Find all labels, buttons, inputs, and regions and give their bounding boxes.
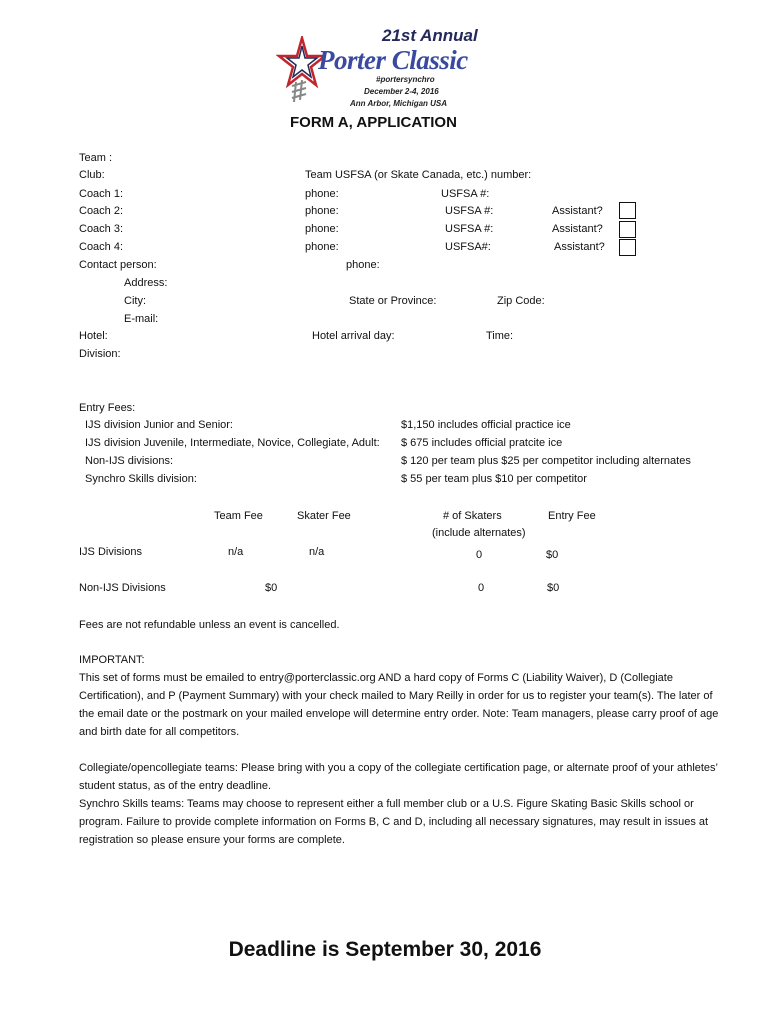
coach4-assistant-checkbox[interactable] <box>619 239 636 256</box>
fee-row-amount: $ 55 per team plus $10 per competitor <box>401 473 587 485</box>
team-usfsa-label: Team USFSA (or Skate Canada, etc.) number: <box>305 169 532 181</box>
coach2-assistant-checkbox[interactable] <box>619 202 636 219</box>
fee-row-amount: $1,150 includes official practice ice <box>401 419 571 431</box>
coach2-assistant-label: Assistant? <box>552 205 603 217</box>
skater-fee-header: Skater Fee <box>297 510 351 522</box>
coach4-usfsa-label: USFSA#: <box>445 241 491 253</box>
table-row-team-fee: n/a <box>228 546 244 558</box>
address-label: Address: <box>124 277 168 289</box>
event-logo <box>276 26 496 112</box>
entry-fees-heading: Entry Fees: <box>79 402 136 414</box>
logo-hashtag: #portersynchro <box>376 75 435 84</box>
fee-row-amount: $ 120 per team plus $25 per competitor including alternates <box>401 455 691 467</box>
coach4-label: Coach 4: <box>79 241 124 253</box>
fee-row-label: IJS division Juvenile, Intermediate, Novice, Collegiate, Adult: <box>85 437 380 449</box>
table-row-team-fee: $0 <box>265 582 278 594</box>
fee-row-label: IJS division Junior and Senior: <box>85 419 233 431</box>
important-text: This set of forms must be emailed to entry@porterclassic.org AND a hard copy of Forms C (Liability Waiver), D (Collegiate Certification), and P (Payment Summary) with your check mailed to Mary Reilly in order for us to register your team(s). The later of the email date or the postmark on your mailed envelope will determine entry order. Note: Team managers, please carry proof of age and birth date for all competitors. <box>79 672 719 738</box>
email-label: E-mail: <box>124 313 159 325</box>
coach2-label: Coach 2: <box>79 205 124 217</box>
table-row-entry-fee: $0 <box>546 549 559 561</box>
table-row-entry-fee: $0 <box>547 582 560 594</box>
coach4-assistant-label: Assistant? <box>554 241 605 253</box>
refund-note: Fees are not refundable unless an event is cancelled. <box>79 619 340 631</box>
collegiate-text: Collegiate/opencollegiate teams: Please bring with you a copy of the collegiate certification page, or alternate proof of your athletes’ student status, as of the entry deadline. <box>79 762 718 792</box>
entry-fee-header: Entry Fee <box>548 510 596 522</box>
logo-annual: 21st Annual <box>382 26 478 45</box>
fee-row-amount: $ 675 includes official pratcite ice <box>401 437 563 449</box>
coach3-label: Coach 3: <box>79 223 124 235</box>
form-title: FORM A, APPLICATION <box>290 114 457 131</box>
table-row-label: Non-IJS Divisions <box>79 582 166 594</box>
coach3-usfsa-label: USFSA #: <box>445 223 494 235</box>
coach1-label: Coach 1: <box>79 188 124 200</box>
num-skaters-subheader: (include alternates) <box>432 527 526 539</box>
coach2-usfsa-label: USFSA #: <box>445 205 494 217</box>
coach3-assistant-checkbox[interactable] <box>619 221 636 238</box>
city-label: City: <box>124 295 146 307</box>
time-label: Time: <box>486 330 514 342</box>
hotel-arrival-label: Hotel arrival day: <box>312 330 395 342</box>
table-row-skaters: 0 <box>478 582 485 594</box>
contact-person-label: Contact person: <box>79 259 157 271</box>
logo-name: Porter Classic <box>318 45 468 75</box>
state-label: State or Province: <box>349 295 437 307</box>
synchro-skills-text: Synchro Skills teams: Teams may choose to represent either a full member club or a U.S. Figure Skating Basic Skills school or program. Failure to provide complete information on Forms B, C and D, including all necessary signatures, may result in issues at registration so please ensure your forms are complete. <box>79 798 709 846</box>
zip-label: Zip Code: <box>497 295 545 307</box>
hotel-label: Hotel: <box>79 330 108 342</box>
club-label: Club: <box>79 169 105 181</box>
team-label: Team : <box>79 152 113 164</box>
logo-location: Ann Arbor, Michigan USA <box>350 99 448 108</box>
logo-dates: December 2-4, 2016 <box>364 87 439 96</box>
coach1-phone-label: phone: <box>305 188 339 200</box>
table-row-skater-fee: n/a <box>309 546 325 558</box>
team-fee-header: Team Fee <box>214 510 263 522</box>
coach3-assistant-label: Assistant? <box>552 223 603 235</box>
fee-row-label: Non-IJS divisions: <box>85 455 174 467</box>
num-skaters-header: # of Skaters <box>443 510 502 522</box>
important-heading: IMPORTANT: <box>79 654 145 666</box>
coach4-phone-label: phone: <box>305 241 339 253</box>
coach2-phone-label: phone: <box>305 205 339 217</box>
deadline-notice: Deadline is September 30, 2016 <box>228 938 542 961</box>
table-row-label: IJS Divisions <box>79 546 142 558</box>
fee-row-label: Synchro Skills division: <box>85 473 197 485</box>
division-label: Division: <box>79 348 121 360</box>
coach3-phone-label: phone: <box>305 223 339 235</box>
table-row-skaters: 0 <box>476 549 483 561</box>
coach1-usfsa-label: USFSA #: <box>441 188 490 200</box>
contact-phone-label: phone: <box>346 259 380 271</box>
